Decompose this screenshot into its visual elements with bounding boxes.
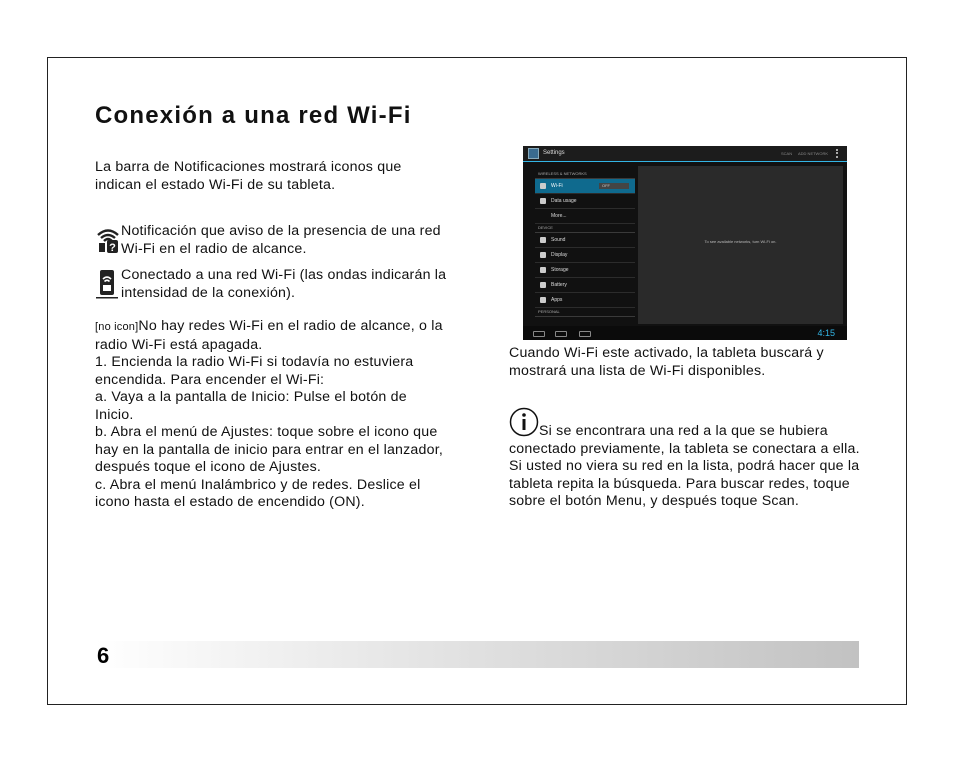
apps-icon bbox=[540, 297, 546, 303]
settings-app-icon bbox=[528, 148, 539, 159]
settings-item-storage[interactable] bbox=[535, 263, 635, 278]
wifi-question-icon bbox=[95, 223, 121, 255]
item-label: Storage bbox=[551, 267, 569, 273]
add-network-action[interactable]: ADD NETWORK bbox=[798, 151, 828, 156]
wifi-toggle[interactable]: OFF bbox=[599, 183, 629, 189]
display-icon bbox=[540, 252, 546, 258]
item-label: Wi-Fi bbox=[551, 183, 563, 189]
section-header: PERSONAL bbox=[535, 308, 635, 317]
step-line: c. Abra el menú Inalámbrico y de redes. Deslice el icono hasta el estado de encendido (ON). bbox=[95, 476, 421, 510]
status-clock: 4:15 bbox=[817, 328, 835, 338]
settings-item-more[interactable] bbox=[535, 209, 635, 224]
settings-item-apps[interactable] bbox=[535, 293, 635, 308]
section-header: DEVICE bbox=[535, 224, 635, 233]
wifi-icon bbox=[540, 183, 546, 189]
system-navigation-bar bbox=[523, 326, 847, 340]
step-line: 1. Encienda la radio Wi-Fi si todavía no estuviera encendida. Para encender el Wi-Fi: bbox=[95, 354, 414, 388]
page-title: Conexión a una red Wi-Fi bbox=[95, 102, 412, 129]
settings-item-wifi[interactable] bbox=[535, 179, 635, 194]
battery-icon bbox=[540, 282, 546, 288]
data-usage-icon bbox=[540, 198, 546, 204]
settings-item-battery[interactable] bbox=[535, 278, 635, 293]
no-icon-placeholder: [no icon] bbox=[95, 321, 139, 333]
back-icon[interactable] bbox=[533, 331, 545, 337]
scan-action[interactable]: SCAN bbox=[781, 151, 793, 156]
tip-text: Si se encontrara una red a la que se hubiera conectado previamente, la tableta se conectara a ella. Si usted no viera su red en la lista, podrá hacer que la tableta repita la búsqueda. Para buscar redes, toque sobre el botón Menu, y después toque Scan. bbox=[509, 423, 860, 509]
step-line: a. Vaya a la pantalla de Inicio: Pulse el botón de Inicio. bbox=[95, 389, 407, 423]
item-label: Data usage bbox=[551, 198, 577, 204]
section-header: WIRELESS & NETWORKS bbox=[535, 170, 635, 179]
info-icon bbox=[509, 407, 539, 437]
screen-title: Settings bbox=[543, 150, 565, 156]
wifi-connected-icon bbox=[95, 267, 121, 299]
settings-item-display[interactable] bbox=[535, 248, 635, 263]
intro-paragraph: La barra de Notificaciones mostrará iconos que indican el estado Wi-Fi de su tableta. bbox=[95, 159, 402, 193]
item-label: More... bbox=[551, 213, 567, 219]
step-line: b. Abra el menú de Ajustes: toque sobre el icono que hay en la pantalla de inicio para entrar en el lanzador, después toque el icono de Ajustes. bbox=[95, 424, 443, 475]
item-label: Apps bbox=[551, 297, 563, 303]
screenshot-caption: Cuando Wi-Fi este activado, la tableta buscará y mostrará una lista de Wi-Fi disponibles. bbox=[509, 345, 824, 379]
action-bar bbox=[523, 146, 847, 162]
item-label: Display bbox=[551, 252, 568, 258]
info-tip bbox=[509, 407, 861, 511]
overflow-menu-icon[interactable] bbox=[836, 149, 840, 158]
sound-icon bbox=[540, 237, 546, 243]
notification-wifi-connected bbox=[95, 267, 455, 302]
wifi-steps bbox=[95, 318, 447, 512]
page-number: 6 bbox=[97, 643, 110, 668]
item-label: Sound bbox=[551, 237, 566, 243]
wifi-detail-pane bbox=[638, 166, 843, 324]
settings-item-data-usage[interactable] bbox=[535, 194, 635, 209]
settings-item-sound[interactable] bbox=[535, 233, 635, 248]
notification-text: Conectado a una red Wi-Fi (las ondas indicarán la intensidad de la conexión). bbox=[121, 267, 447, 301]
settings-list bbox=[535, 170, 635, 317]
page-footer-bar bbox=[95, 641, 859, 668]
svg-text:?: ? bbox=[109, 242, 116, 254]
wifi-off-message: To see available networks, turn Wi-Fi on. bbox=[704, 239, 777, 244]
item-label: Battery bbox=[551, 282, 567, 288]
notification-text: Notificación que aviso de la presencia de una red Wi-Fi en el radio de alcance. bbox=[121, 223, 441, 257]
settings-screenshot bbox=[523, 146, 847, 340]
step-line: No hay redes Wi-Fi en el radio de alcance, o la radio Wi-Fi está apagada. bbox=[95, 318, 443, 353]
notification-wifi-available bbox=[95, 223, 455, 258]
recent-apps-icon[interactable] bbox=[579, 331, 591, 337]
storage-icon bbox=[540, 267, 546, 273]
home-icon[interactable] bbox=[555, 331, 567, 337]
